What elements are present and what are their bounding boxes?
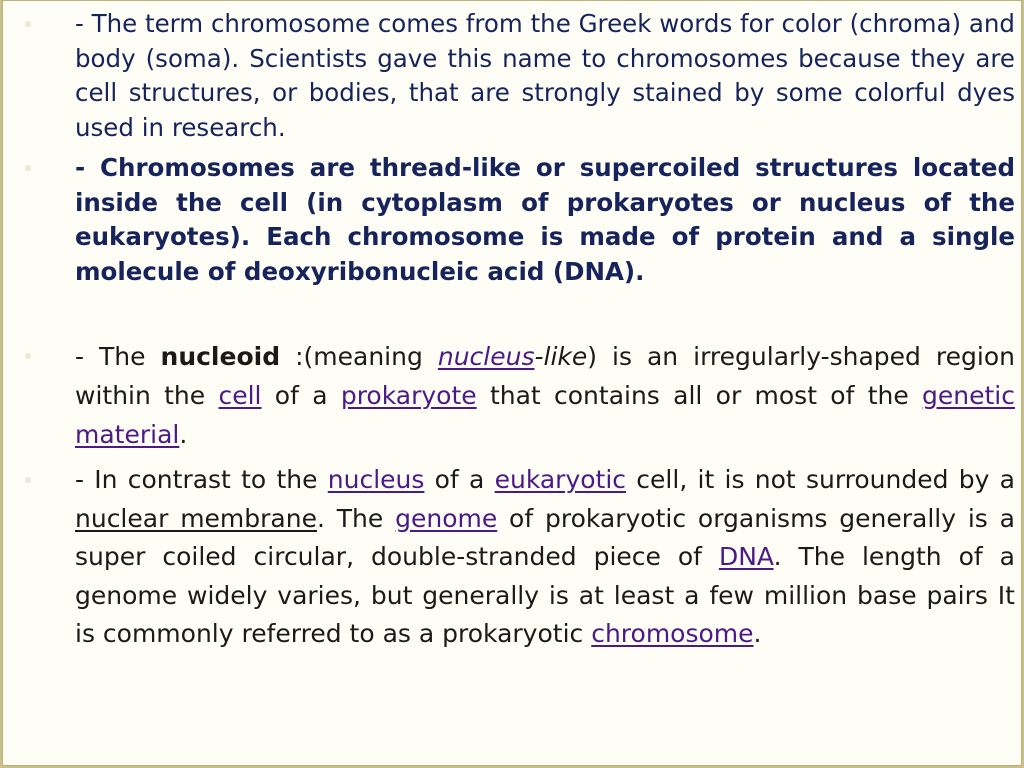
text-run: . bbox=[753, 619, 762, 648]
text-run: . bbox=[179, 420, 188, 449]
link-nucleus[interactable]: nucleus bbox=[327, 465, 425, 494]
text-run: of a bbox=[424, 465, 495, 494]
bullet-dot bbox=[25, 353, 31, 359]
term-nuclear-membrane: nuclear membrane bbox=[75, 503, 317, 533]
link-chromosome[interactable]: chromosome bbox=[591, 619, 754, 648]
link-prokaryote[interactable]: prokaryote bbox=[340, 381, 477, 410]
paragraph-nucleoid bbox=[75, 337, 1015, 454]
link-eukaryotic[interactable]: eukaryotic bbox=[494, 465, 627, 494]
text-run: of a bbox=[261, 381, 341, 410]
text-run: - In contrast to the bbox=[75, 465, 328, 494]
text-run: - The bbox=[75, 342, 161, 371]
text-run: cell, it is not surrounded by a bbox=[626, 465, 1015, 494]
bullet-dot bbox=[25, 477, 31, 483]
link-dna[interactable]: DNA bbox=[718, 542, 774, 571]
text-run: that contains all or most of the bbox=[476, 381, 923, 410]
link-genetic-material[interactable]: genetic material bbox=[75, 381, 1015, 449]
term-nucleoid: nucleoid bbox=[160, 342, 281, 371]
text-run: of prokaryotic organisms generally is a super coiled circular, double-stranded piece of bbox=[75, 503, 1015, 571]
link-nucleus[interactable]: nucleus bbox=[437, 342, 535, 371]
slide bbox=[2, 0, 1022, 766]
bullet-dot bbox=[25, 165, 31, 171]
bullet-dot bbox=[25, 21, 31, 27]
text-run-italic: -like bbox=[534, 342, 588, 371]
link-genome[interactable]: genome bbox=[395, 503, 498, 533]
paragraph-chromosome-definition: - Chromosomes are thread-like or supercoiled structures located inside the cell (in cytoplasm of prokaryotes or nucleus of the eukaryotes). Each chromosome is made of protein and a single molecule of deoxyribonucleic acid (DNA). bbox=[75, 153, 1015, 286]
link-cell[interactable]: cell bbox=[218, 381, 262, 410]
text-run: . The length of a genome widely varies, but generally is at least a few million base pairs It is commonly referred to as a prokaryotic bbox=[75, 542, 1015, 648]
text-run: ) is an irregularly-shaped region within the bbox=[75, 342, 1015, 410]
text-run: :(meaning bbox=[280, 342, 438, 371]
text-run: . The bbox=[316, 503, 396, 533]
paragraph-chromosome-etymology: - The term chromosome comes from the Greek words for color (chroma) and body (soma). Scientists gave this name to chromosomes because they are cell structures, or bodies, that are strongly stained by some colorful dyes used in research. bbox=[75, 9, 1015, 142]
paragraph-prokaryotic-genome bbox=[75, 461, 1015, 654]
